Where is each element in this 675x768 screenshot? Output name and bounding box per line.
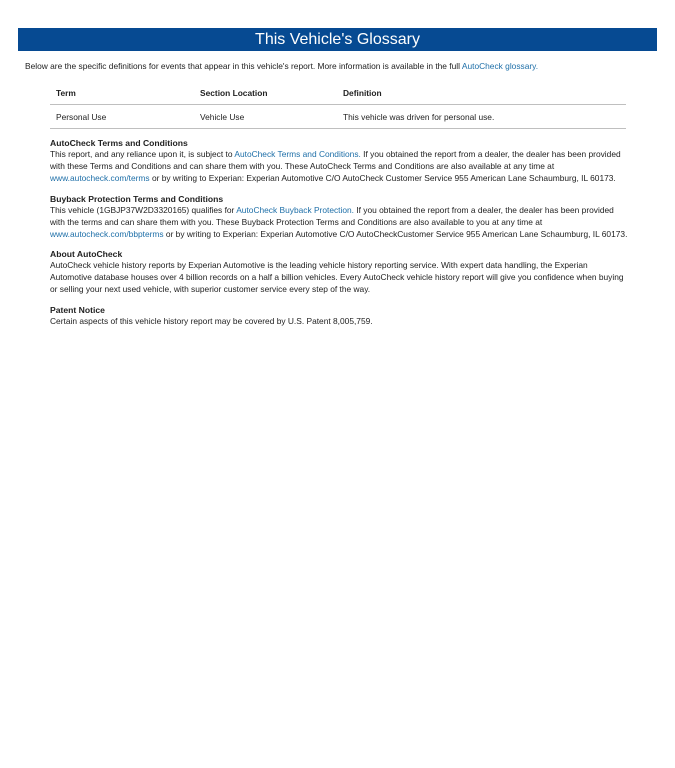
terms-url-link[interactable]: www.autocheck.com/terms	[50, 172, 150, 183]
header-section-location: Section Location	[194, 80, 337, 105]
buyback-text-2: If you obtained the report from a dealer, the dealer has been provided with the terms and can share them with you. These Buyback Protection Terms and Conditions are also available to you at any time at	[50, 204, 614, 227]
buyback-url-link[interactable]: www.autocheck.com/bbpterms	[50, 228, 164, 239]
patent-section	[50, 304, 630, 328]
terms-text-1: This report, and any reliance upon it, is subject to	[50, 149, 233, 159]
glossary-link[interactable]: AutoCheck glossary.	[461, 61, 539, 71]
terms-conditions-link[interactable]: AutoCheck Terms and Conditions.	[234, 149, 361, 159]
buyback-text-1: This vehicle (1GBJP37W2D3320165) qualifies for	[50, 204, 235, 215]
about-text: AutoCheck vehicle history reports by Experian Automotive is the leading vehicle history reporting service. With expert data handling, the Experian Automotive database houses over 4 billion records on a half a billion vehicles. Every AutoCheck vehicle history report will give you confidence when buying or selling your next used vehicle, with superior customer service every step of the way.	[50, 260, 624, 295]
terms-text	[50, 149, 630, 185]
terms-section	[50, 137, 630, 185]
patent-heading: Patent Notice	[50, 305, 105, 316]
intro-text	[25, 60, 655, 72]
buyback-text	[50, 205, 630, 241]
table-row	[50, 105, 626, 129]
buyback-text-3: or by writing to Experian: Experian Automotive C/O AutoCheckCustomer Service 955 American Lane Schaumburg, IL 60173.	[165, 228, 628, 239]
cell-term: Personal Use	[50, 105, 194, 129]
terms-text-2: If you obtained the report from a dealer, the dealer has been provided with these Terms and Conditions and can share them with you. These AutoCheck Terms and Conditions are also available at any time at	[50, 149, 621, 171]
page-title: This Vehicle's Glossary	[18, 28, 657, 51]
about-heading: About AutoCheck	[50, 249, 123, 260]
header-term: Term	[50, 80, 194, 105]
buyback-protection-link[interactable]: AutoCheck Buyback Protection.	[236, 204, 354, 215]
cell-section-location: Vehicle Use	[194, 105, 337, 129]
terms-heading: AutoCheck Terms and Conditions	[50, 138, 188, 148]
glossary-table	[50, 80, 626, 129]
buyback-section	[50, 193, 630, 241]
terms-text-3: or by writing to Experian: Experian Automotive C/O AutoCheck Customer Service 955 American Lane Schaumburg, IL 60173.	[151, 172, 616, 183]
header-definition: Definition	[337, 80, 626, 105]
intro-sentence: Below are the specific definitions for events that appear in this vehicle's report. More information is available in the full	[25, 61, 460, 71]
about-section	[50, 248, 630, 296]
table-header-row	[50, 80, 626, 105]
patent-text: Certain aspects of this vehicle history report may be covered by U.S. Patent 8,005,759.	[50, 316, 373, 327]
buyback-heading: Buyback Protection Terms and Conditions	[50, 193, 224, 204]
cell-definition: This vehicle was driven for personal use.	[337, 105, 626, 129]
glossary-sections	[50, 137, 630, 336]
